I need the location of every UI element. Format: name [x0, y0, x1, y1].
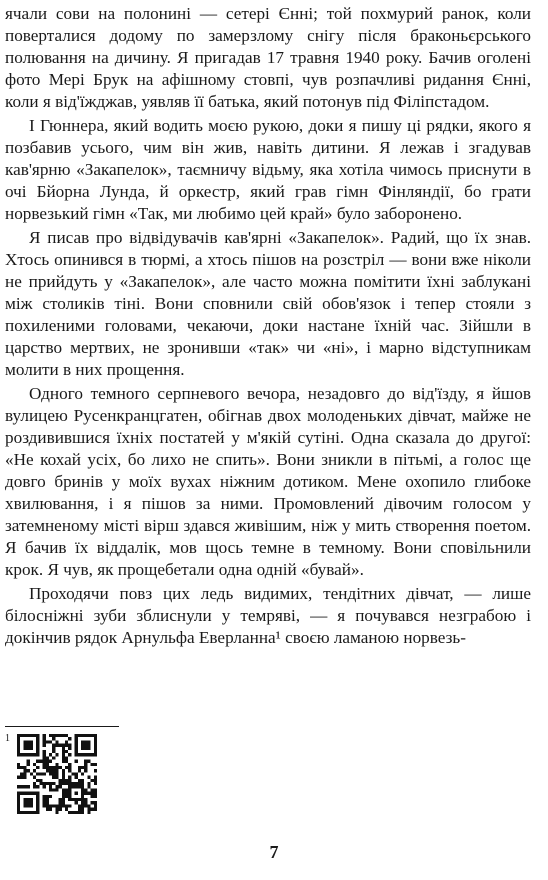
- paragraph: Я писав про відвідувачів кав'ярні «Закапелок». Радий, що їх знав. Хтось опинився в тюрмі, а хтось пішов на розстріл — вони вже ніколи не прийдуть у «Закапелок», але часто можна помітити їхні заблукані між столиків тіні. Вони сповнили свій обов'язок і тепер стояли з похиленими головами, чекаючи, доки настане їхній час. Зійшли в царство мертвих, не зронивши «так» чи «ні», і марно відступникам молити в них прощення.: [5, 228, 531, 379]
- paragraph: Проходячи повз цих ледь видимих, тендітних дівчат, — лише білосніжні зуби зблиснули у темряві, — я почувався незграбою і докінчив рядок Арнульфа Еверланна¹ своєю ламаною норвезь-: [5, 584, 531, 647]
- page-number: 7: [269, 842, 279, 862]
- paragraph: І Гюннера, який водить моєю рукою, доки я пишу ці рядки, якого я позбавив усього, чим він жив, навіть дитини. Я лежав і згадував кав'ярню «Закапелок», таємничу відьму, яка хотіла чимось приснути в очі Бйорна Лунда, й оркестр, який грав гімн Фінляндії, бо грати норвезький гімн «Так, ми любимо цей край» було заборонено.: [5, 116, 531, 223]
- footnote-divider: [5, 726, 119, 727]
- paragraph: ячали сови на полонині — сетері Єнні; той похмурий ранок, коли поверталися додому по замерзлому снігу після браконьєрського полювання на дичину. Я пригадав 17 травня 1940 року. Бачив оголені фото Мері Брук на афішному стовпі, чув розпачливі ридання Єнні, коли я від'їжджав, уявляв її батька, який потонув під Філіпстадом.: [5, 4, 531, 111]
- paragraph: Одного темного серпневого вечора, незадовго до від'їзду, я йшов вулицею Русенкранцгатен, обігнав двох молоденьких дівчат, майже не роздивившися їхніх постатей у м'якій сутіні. Одна сказала до другої: «Не кохай усіх, бо лихо не спить». Вони зникли в пітьмі, а голос ще довго бринів у моїх вухах ніжним дотиком. Мене охопило глибоке хвилювання, і я пішов за ними. Промовлений дівочим голосом у затемненому місті вірш здався живішим, ніж у мить створення поетом. Я бачив їх віддалік, мов щось темне в темному. Вони сповільнили крок. Я чув, як прощебетали одна одній «бувай».: [5, 384, 531, 579]
- body-text: [5, 3, 531, 651]
- footnote: [5, 734, 125, 824]
- qr-code-icon: [17, 734, 97, 814]
- footnote-marker: 1: [5, 733, 10, 744]
